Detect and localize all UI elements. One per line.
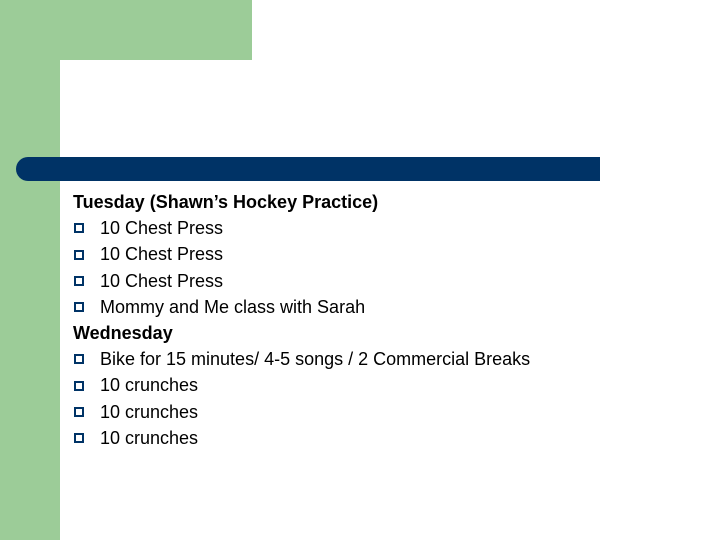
section-heading-wednesday: Wednesday: [73, 323, 173, 344]
list-item-label: 10 Chest Press: [100, 218, 224, 239]
section-heading-tuesday: Tuesday (Shawn’s Hockey Practice): [73, 192, 379, 212]
title-bar: [16, 157, 600, 181]
list-item-label: Mommy and Me class with Sarah: [100, 296, 366, 317]
list-item-label: 10 crunches: [100, 427, 199, 448]
list-item-label: 10 crunches: [100, 375, 199, 396]
list-item: [73, 294, 693, 320]
hollow-square-bullet-icon: [74, 354, 84, 364]
hollow-square-bullet-icon: [74, 276, 84, 286]
hollow-square-bullet-icon: [74, 223, 84, 233]
hollow-square-bullet-icon: [74, 407, 84, 417]
list-item: [73, 399, 693, 425]
list-item-label: 10 Chest Press: [100, 270, 224, 291]
list-item: [73, 425, 693, 451]
decorative-green-sidebar: [0, 0, 60, 540]
list-item-label: 10 crunches: [100, 401, 199, 422]
list-item-label: 10 Chest Press: [100, 244, 224, 265]
hollow-square-bullet-icon: [74, 381, 84, 391]
hollow-square-bullet-icon: [74, 433, 84, 443]
list-item-label: Bike for 15 minutes/ 4-5 songs / 2 Commercial Breaks: [100, 349, 531, 370]
hollow-square-bullet-icon: [74, 302, 84, 312]
list-item: [73, 346, 693, 372]
list-item: [73, 268, 693, 294]
list-item: [73, 215, 693, 241]
hollow-square-bullet-icon: [74, 250, 84, 260]
slide-body: [73, 189, 693, 451]
list-item: [73, 372, 693, 398]
list-item: [73, 241, 693, 267]
